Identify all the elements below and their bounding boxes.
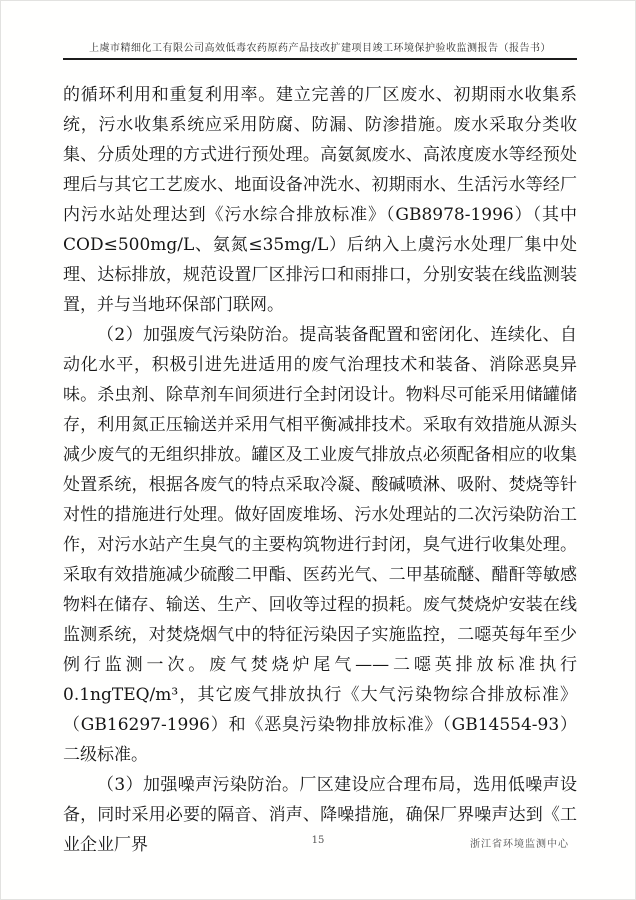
page-footer xyxy=(1,835,635,851)
document-body xyxy=(63,80,577,860)
body-paragraph: 的循环利用和重复利用率。建立完善的厂区废水、初期雨水收集系统，污水收集系统应采用防腐、防漏、防渗措施。废水采取分类收集、分质处理的方式进行预处理。高氨氮废水、高浓度废水等经预处理后与其它工艺废水、地面设备冲洗水、初期雨水、生活污水等经厂内污水站处理达到《污水综合排放标准》（GB8978-1996）（其中 COD≤500mg/L、氨氮≤35mg/L）后纳入上虞污水处理厂集中处理、达标排放，规范设置厂区排污口和雨排口，分别安装在线监测装置，并与当地环保部门联网。 xyxy=(63,85,577,315)
body-paragraph: （3）加强噪声污染防治。厂区建设应合理布局，选用低噪声设备，同时采用必要的隔音、消声、降噪措施，确保厂界噪声达到《工业企业厂界 xyxy=(63,775,577,855)
page-number: 15 xyxy=(311,835,325,846)
footer-agency-label: 浙江省环境监测中心 xyxy=(470,839,569,850)
body-paragraph: （2）加强废气污染防治。提高装备配置和密闭化、连续化、自动化水平，积极引进先进适用的废气治理技术和装备、消除恶臭异味。杀虫剂、除草剂车间须进行全封闭设计。物料尽可能采用储罐储存，利用氮正压输送并采用气相平衡减排技术。采取有效措施从源头减少废气的无组织排放。罐区及工业废气排放点必须配备相应的收集处置系统，根据各废气的特点采取冷凝、酸碱喷淋、吸附、焚烧等针对性的措施进行处理。做好固废堆场、污水处理站的二次污染防治工作，对污水站产生臭气的主要构筑物进行封闭，臭气进行收集处理。采取有效措施减少硫酸二甲酯、医药光气、二甲基硫醚、醋酐等敏感物料在储存、输送、生产、回收等过程的损耗。废气焚烧炉安装在线监测系统，对焚烧烟气中的特征污染因子实施监控，二噁英每年至少例行监测一次。废气焚烧炉尾气——二噁英排放标准执行0.1ngTEQ/m³，其它废气排放执行《大气污染物综合排放标准》（GB16297-1996）和《恶臭污染物排放标准》（GB14554-93）二级标准。 xyxy=(63,325,577,765)
running-header: 上虞市精细化工有限公司高效低毒农药原药产品技改扩建项目竣工环境保护验收监测报告（报告书） xyxy=(63,39,577,60)
